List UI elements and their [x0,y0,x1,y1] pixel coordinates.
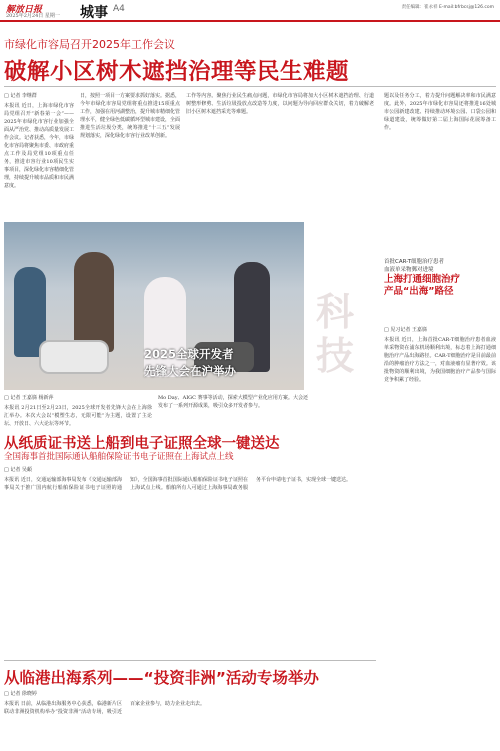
sidebar-headline-box [384,258,496,320]
sidebar-kicker2: 血液单采物郵对进境 [384,267,434,273]
robot-dog [39,340,109,374]
photo-caption-line2: 先锋大会在沪举办 [144,364,236,378]
divider [4,660,376,661]
person-figure [74,252,114,352]
sidebar-headline2: 产品“出海”路径 [384,286,454,297]
person-figure [144,277,186,377]
conference-photo [4,222,304,390]
photo-story-col2: Mo Day、AIGC 赛事等活动，探索大模型产业化应用方案。大会还发布了一系列开源成果，吸引众多开发者参与。 [158,395,308,409]
photo-byline: □ 记者 王嘉旖 杨新萍 [4,395,54,401]
sidebar-headline1: 上海打通细胞治疗 [384,274,461,285]
story2-body: 本报讯 近日，交通运输部海事局发布《交通运输部海事局关于推广国内航行船舶保险证书电子证照的通知》，全国海事首批国际通认船舶保险证书电子证照在上海试点上线。船舶所有人可通过上海海事局政务服务平台申请电子证书，实现全球一键送达。 [4,477,352,491]
sidebar-body: 本报讯 近日，上海首批CAR-T细胞治疗患者血液单采物资在浦东机场顺利出境，标志着上海打通细胞治疗产品出海路径。CAR-T细胞治疗是目前最前沿的肿瘤治疗方法之一，对血液瘤有显著疗效。该批物资的顺利出境，为我国细胞治疗产品参与国际竞争积累了经验。 [384,337,496,383]
section-title: 城事 [80,5,108,21]
story1-col1: 本报讯 近日，上海市绿化市容局党组召开“新春第一会”——2025年市绿化市容行业加强全面从严治党、推动高质量发展工作会议。记者获悉，今年，市绿化市容局将聚焦市委、市政府重点工作及局党组10项重点任务，推进市容行业10项民生实事项目，深化绿化市容精细化管理，持续提升城市品质和市民满意度。 [4,103,74,189]
issue-date: 2025年2月24日 星期一 [6,13,60,19]
story1-col2: 日，按照一项目一方案要求抓好落实。据悉，今年市绿化市容局党组将重点推进15项重点工作，加强在用河湖整治，提升城市精细化管理水平，健全绿色低碳循环型城市建设，全面推进生活垃圾分类，统筹推进“十三五”发展规划落实，深化绿化市容行业改革创新。 [80,93,180,139]
story1-byline: □ 记者 李继群 [4,93,37,99]
sidebar-byline: □ 见习记者 王嘉旖 [384,327,427,333]
divider [4,86,496,87]
sidebar-kicker: 首批CAR-T细胞治疗患者 [384,259,445,265]
story3-headline: 从临港出海系列——“投资非洲”活动专场举办 [4,669,319,687]
story1-kicker: 市绿化市容局召开2025年工作会议 [4,38,175,51]
editor-contact: 责任编辑：崔永祥 E-mail:bfrbcsj@126.com [401,5,494,10]
photo-caption-line1: 2025全球开发者 [144,347,234,361]
story3-body: 本报讯 日前，从临港出海服务中心获悉，临港新片区联动非洲投资机构举办“投资非洲”活动专场，吸引近百家企业参与，助力企业走出去。 [4,701,206,715]
page-number: A4 [113,4,125,14]
photo-story-col1: 本报讯 2月21日至2月23日，2025全球开发者先锋大会在上海徐汇举办。本次大会以“模塑生态，无限可能”为主题，设置了主论坛、开放日、六大论坛等环节。 [4,405,152,427]
decorative-big-word: 科技 [316,289,355,378]
story2-headline: 从纸质证书送上船到电子证照全球一键送达 [4,436,280,452]
story1-col4: 题以及任务分工，着力提升问题解决率和市民满意度。此外，2025年市绿化市容局还将推进16处城市公园新建改建、持续推动环境公园、口袋公园和绿道建设，统筹做好第二届上海国际花展筹备工作。 [384,93,496,131]
newspaper-logo: 解放日报 [6,5,43,15]
story2-subhead: 全国海事首批国际通认船舶保险证书电子证照在上海试点上线 [4,452,234,462]
story3-byline: □ 记者 徐晓婷 [4,691,37,697]
story1-headline: 破解小区树木遮挡治理等民生难题 [4,59,350,85]
story2-byline: □ 记者 吴頔 [4,467,32,473]
story1-col3: 工作等内容。聚焦行业民生痛点问题，市绿化市容局将加大小区树木遮挡治理、行道树整形修剪、生活垃圾投放点改造等力度，以问题为导向回应群众关切，着力破解老旧小区树木遮挡采光等难题。 [186,93,374,115]
